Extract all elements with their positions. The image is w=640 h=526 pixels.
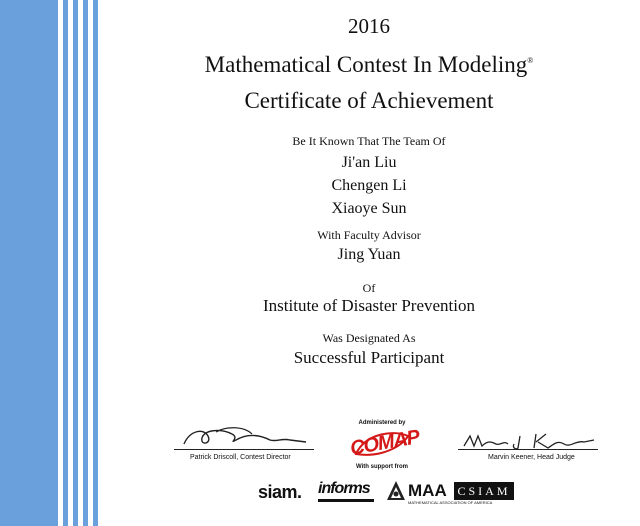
administered-by-text: Administered by xyxy=(358,420,406,426)
of-label: Of xyxy=(362,281,376,295)
maa-subtitle: MATHEMATICAL ASSOCIATION OF AMERICA xyxy=(408,500,493,505)
team-member: Xiaoye Sun xyxy=(331,200,407,217)
designation-label: Was Designated As xyxy=(322,331,416,345)
contest-name xyxy=(98,52,640,78)
informs-logo: informs xyxy=(318,480,370,497)
stripe-gap xyxy=(68,0,73,526)
comap-badge xyxy=(342,418,422,476)
stripe-gap xyxy=(78,0,83,526)
siam-logo: siam. xyxy=(258,482,302,502)
advisor-label: With Faculty Advisor xyxy=(317,228,421,242)
certificate-year: 2016 xyxy=(348,14,390,38)
comap-logo-text: COMAP xyxy=(348,426,421,460)
institution-name: Institute of Disaster Prevention xyxy=(263,296,475,315)
judge-caption: Marvin Keener, Head Judge xyxy=(488,454,575,461)
director-signature xyxy=(180,422,310,450)
director-signature-line xyxy=(174,449,314,450)
stripe-gap xyxy=(88,0,93,526)
sponsor-logos xyxy=(98,478,640,508)
stripe-gap xyxy=(58,0,63,526)
registered-mark: ® xyxy=(527,56,534,65)
advisor-name: Jing Yuan xyxy=(337,246,401,263)
certificate-body xyxy=(98,0,640,526)
informs-underline xyxy=(318,499,374,502)
maa-emblem-icon xyxy=(386,480,406,502)
team-member: Ji'an Liu xyxy=(341,154,397,171)
designation: Successful Participant xyxy=(293,348,445,367)
with-support-text: With support from xyxy=(356,464,408,470)
team-member: Chengen Li xyxy=(331,177,407,194)
csiam-logo: CSIAM xyxy=(454,482,514,500)
intro-text: Be It Known That The Team Of xyxy=(292,134,446,148)
decorative-stripes xyxy=(0,0,98,526)
director-caption: Patrick Driscoll, Contest Director xyxy=(190,454,291,461)
contest-name-text: Mathematical Contest In Modeling xyxy=(204,52,528,77)
judge-signature-line xyxy=(458,449,598,450)
maa-logo: MAA xyxy=(408,481,447,500)
certificate-title: Certificate of Achievement xyxy=(244,88,494,113)
